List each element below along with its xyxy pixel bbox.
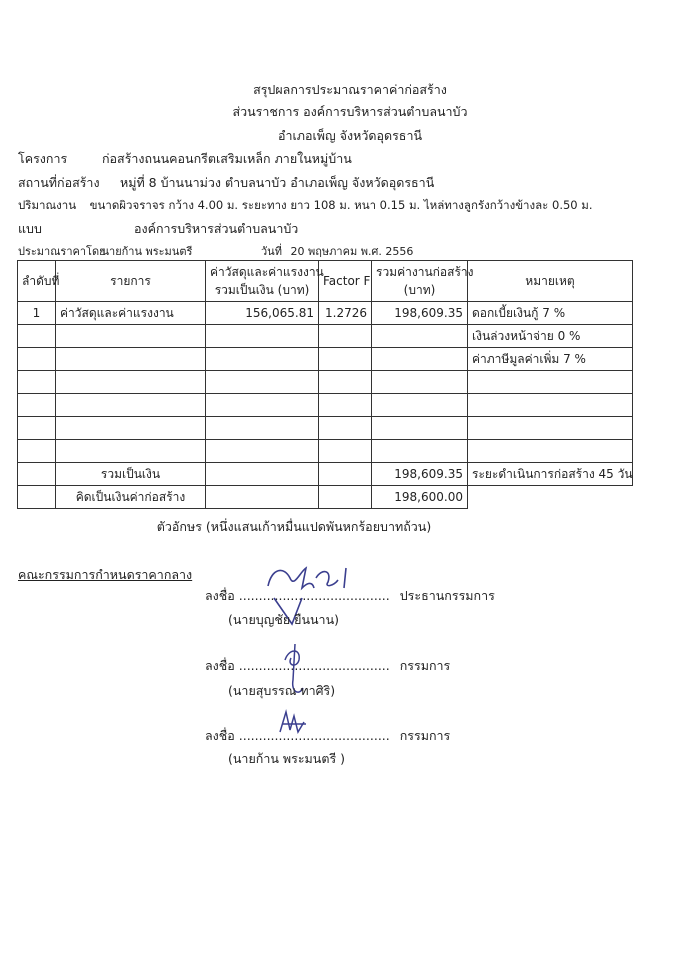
committee-title: คณะกรรมการกำหนดราคากลาง bbox=[18, 567, 193, 582]
form-row bbox=[18, 219, 298, 239]
location-value: หมู่ที่ 8 บ้านนาม่วง ตำบลนาบัว อำเภอเพ็ญ จังหวัดอุดรธานี bbox=[119, 175, 435, 190]
role-chairman: ประธานกรรมการ bbox=[399, 588, 495, 603]
sign-dots: ...................................... bbox=[238, 658, 390, 673]
sum-row bbox=[18, 463, 633, 486]
sum-value: 198,609.35 bbox=[372, 463, 468, 486]
date-value: 20 พฤษภาคม พ.ศ. 2556 bbox=[290, 245, 414, 258]
table-row bbox=[18, 325, 633, 348]
doc-title: สรุปผลการประมาณราคาค่าก่อสร้าง bbox=[253, 82, 447, 97]
sign-label: ลงชื่อ bbox=[205, 728, 235, 743]
duration-remark: ระยะดำเนินการก่อสร้าง 45 วัน bbox=[468, 463, 633, 486]
remark-advance: เงินล่วงหน้าจ่าย 0 % bbox=[468, 325, 633, 348]
header-material bbox=[206, 261, 324, 302]
sign-dots: ...................................... bbox=[238, 728, 390, 743]
row-material: 156,065.81 bbox=[206, 302, 319, 325]
header-material-line1: ค่าวัสดุและค่าแรงงาน bbox=[210, 265, 324, 279]
form-value: องค์การบริหารส่วนตำบลนาบัว bbox=[133, 221, 299, 236]
header-total-line1: รวมค่างานก่อสร้าง bbox=[376, 265, 474, 279]
name-member-1: (นายสุบรรณ ทาศิริ) bbox=[228, 683, 336, 698]
role-member-1: กรรมการ bbox=[399, 658, 451, 673]
header-no: ลำดับที่ bbox=[18, 261, 56, 302]
name-member-2: (นายก้าน พระมนตรี ) bbox=[228, 751, 346, 766]
role-member-2: กรรมการ bbox=[399, 728, 451, 743]
row-no: 1 bbox=[18, 302, 56, 325]
remark-vat: ค่าภาษีมูลค่าเพิ่ม 7 % bbox=[468, 348, 633, 371]
location-row bbox=[18, 173, 434, 193]
estimator-row bbox=[18, 242, 413, 260]
header-total bbox=[372, 261, 474, 302]
header-remark: หมายเหตุ bbox=[468, 261, 633, 302]
table-row bbox=[18, 371, 633, 394]
row-remark: ดอกเบี้ยเงินกู้ 7 % bbox=[468, 302, 633, 325]
project-label: โครงการ bbox=[18, 151, 68, 166]
header-item: รายการ bbox=[56, 261, 206, 302]
estimator-value: นายก้าน พระมนตรี bbox=[101, 245, 193, 258]
table-row bbox=[18, 348, 633, 371]
agency-line: ส่วนราชการ องค์การบริหารส่วนตำบลนาบัว bbox=[232, 104, 468, 119]
quantity-row bbox=[18, 197, 593, 215]
table-row bbox=[18, 394, 633, 417]
table-row bbox=[18, 302, 633, 325]
form-label: แบบ bbox=[18, 221, 42, 236]
member-2-signature bbox=[276, 708, 316, 738]
estimator-label: ประมาณราคาโดย bbox=[18, 245, 106, 258]
amount-in-words: ตัวอักษร (หนึ่งแสนเก้าหมื่นแปดพันหกร้อยบาทถ้วน) bbox=[156, 519, 432, 534]
final-value: 198,600.00 bbox=[372, 486, 468, 509]
sign-label: ลงชื่อ bbox=[205, 588, 235, 603]
sum-label: รวมเป็นเงิน bbox=[56, 463, 206, 486]
quantity-value: ขนาดผิวจราจร กว้าง 4.00 ม. ระยะทาง ยาว 108 ม. หนา 0.15 ม. ไหล่ทางลูกรังกว้างข้างละ 0.50 ม. bbox=[89, 198, 593, 212]
final-row bbox=[18, 486, 633, 509]
quantity-label: ปริมาณงาน bbox=[18, 198, 77, 212]
header-material-line2: รวมเป็นเงิน (บาท) bbox=[214, 283, 310, 297]
project-value: ก่อสร้างถนนคอนกรีตเสริมเหล็ก ภายในหมู่บ้าน bbox=[101, 151, 352, 166]
header-total-line2: (บาท) bbox=[403, 283, 436, 297]
signature-line-member-2 bbox=[205, 726, 450, 746]
sign-dots: ...................................... bbox=[238, 588, 390, 603]
name-chairman: (นายบุญชัย ยืนนาน) bbox=[228, 612, 339, 627]
table-row bbox=[18, 440, 633, 463]
row-item: ค่าวัสดุและค่าแรงงาน bbox=[56, 302, 206, 325]
table-row bbox=[18, 417, 633, 440]
final-label: คิดเป็นเงินค่าก่อสร้าง bbox=[56, 486, 206, 509]
project-row bbox=[18, 149, 352, 169]
district-line: อำเภอเพ็ญ จังหวัดอุดรธานี bbox=[277, 128, 423, 143]
date-label: วันที่ bbox=[261, 245, 282, 258]
row-total: 198,609.35 bbox=[372, 302, 468, 325]
location-label: สถานที่ก่อสร้าง bbox=[18, 175, 100, 190]
signature-line-member-1 bbox=[205, 656, 450, 676]
row-factor: 1.2726 bbox=[319, 302, 372, 325]
table-header-row bbox=[18, 261, 633, 302]
estimate-table bbox=[17, 260, 633, 509]
header-factor: Factor F bbox=[319, 261, 372, 302]
sign-label: ลงชื่อ bbox=[205, 658, 235, 673]
